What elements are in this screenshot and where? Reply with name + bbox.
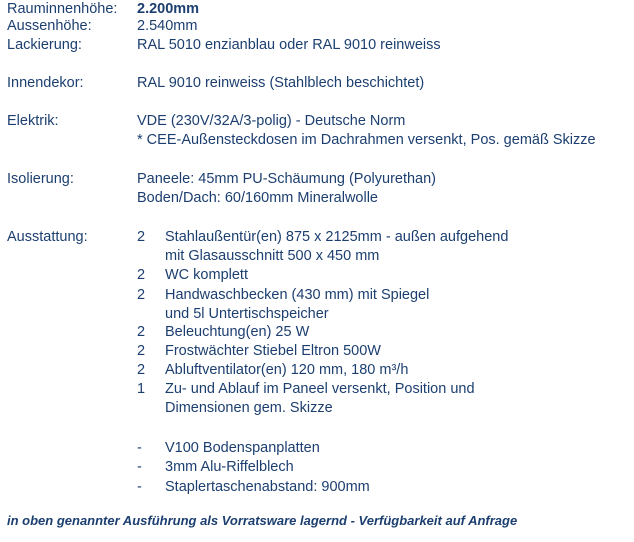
equipment-row [0,228,634,247]
availability-note: in oben genannter Ausführung als Vorratsware lagernd - Verfügbarkeit auf Anfrage [7,513,518,528]
spec-value: * CEE-Außensteckdosen im Dachrahmen versenkt, Pos. gemäß Skizze [137,132,596,148]
item-quantity: 2 [137,267,146,283]
equipment-row [0,399,634,418]
spec-value: VDE (230V/32A/3-polig) - Deutsche Norm [137,113,406,129]
equipment-row [0,286,634,305]
extra-text: V100 Bodenspanplatten [165,440,320,456]
item-quantity: 2 [137,343,146,359]
item-quantity: 1 [137,381,146,397]
extra-text: Staplertaschenabstand: 900mm [165,479,370,495]
spec-value: Paneele: 45mm PU-Schäumung (Polyurethan) [137,171,437,187]
equipment-label: Ausstattung: [7,229,88,245]
item-text: Beleuchtung(en) 25 W [165,324,310,340]
extra-bullet: - [137,440,142,456]
spec-label: Isolierung: [7,171,74,187]
spec-value: Boden/Dach: 60/160mm Mineralwolle [137,190,378,206]
extra-bullet: - [137,479,142,495]
spec-row-elektrik-note [0,131,634,150]
item-text: WC komplett [165,267,248,283]
extra-row [0,478,634,497]
spec-row-isolierung-2 [0,189,634,208]
extra-row [0,439,634,458]
equipment-row [0,342,634,361]
spec-row-lackierung [0,36,634,55]
item-quantity: 2 [137,229,146,245]
item-quantity: 2 [137,362,146,378]
extra-row [0,458,634,477]
item-text: Stahlaußentür(en) 875 x 2125mm - außen aufgehend [165,229,509,245]
spec-row-elektrik [0,112,634,131]
item-text: Handwaschbecken (430 mm) mit Spiegel [165,287,430,303]
spec-row-aussenhoehe [0,17,634,36]
equipment-row [0,323,634,342]
item-text: Abluftventilator(en) 120 mm, 180 m³/h [165,362,409,378]
item-quantity: 2 [137,287,146,303]
item-text: Frostwächter Stiebel Eltron 500W [165,343,381,359]
spec-row-isolierung [0,170,634,189]
item-text: mit Glasausschnitt 500 x 450 mm [165,248,380,264]
spec-label: Rauminnenhöhe: [7,1,118,17]
item-quantity: 2 [137,324,146,340]
spec-row-innendekor [0,74,634,93]
extra-bullet: - [137,459,142,475]
extra-text: 3mm Alu-Riffelblech [165,459,294,475]
equipment-row [0,266,634,285]
spec-value: 2.540mm [137,18,198,34]
equipment-row [0,361,634,380]
spec-label: Lackierung: [7,37,82,53]
spec-value: RAL 5010 enzianblau oder RAL 9010 reinweiss [137,37,441,53]
spec-label: Innendekor: [7,75,84,91]
item-text: Zu- und Ablauf im Paneel versenkt, Position und [165,381,475,397]
spec-label: Aussenhöhe: [7,18,92,34]
item-text: und 5l Untertischspeicher [165,306,329,322]
spec-value: RAL 9010 reinweiss (Stahlblech beschichtet) [137,75,425,91]
spec-value: 2.200mm [137,1,200,17]
equipment-row [0,305,634,324]
item-text: Dimensionen gem. Skizze [165,400,333,416]
spec-label: Elektrik: [7,113,59,129]
equipment-row [0,247,634,266]
equipment-row [0,380,634,399]
